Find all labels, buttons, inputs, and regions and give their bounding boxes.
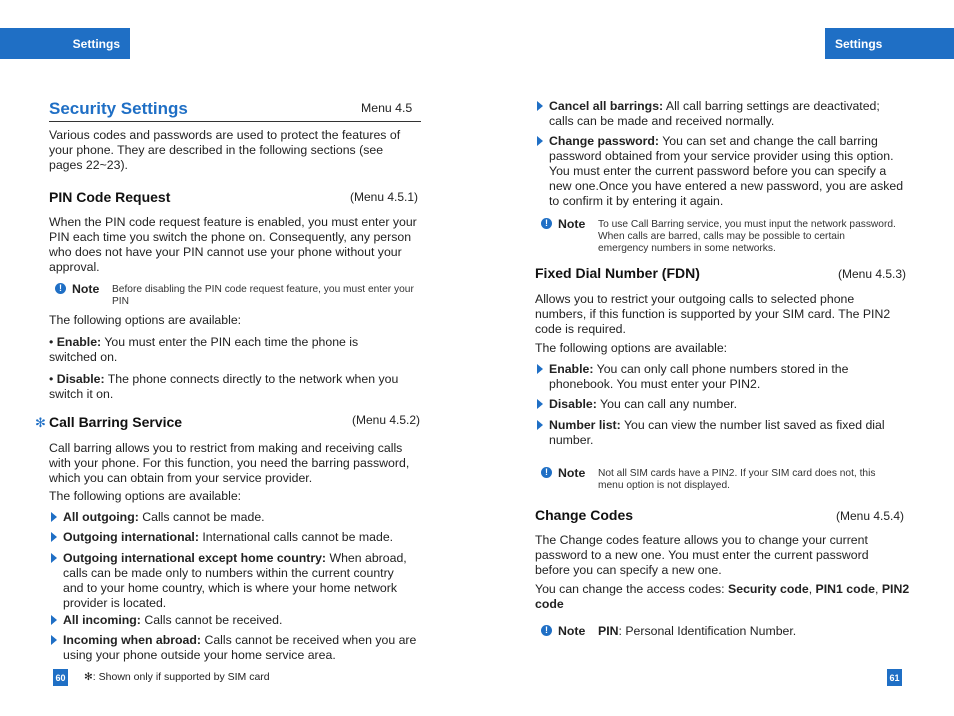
fdn-note-text: Not all SIM cards have a PIN2. If your SIM card does not, this menu option is not displayed. [598,468,876,491]
arrow-icon [51,635,57,645]
cb-option-outgoing-intl-except-home: Outgoing international except home country: When abroad, calls can be made only to numbers within the current country and to your home country, which is where your home network provider is located. [63,551,408,611]
cb-option-cancel-all: Cancel all barrings: All call barring settings are deactivated; calls can be made and received normally. [549,99,907,129]
pin-option-disable-text: The phone connects directly to the network when you switch it on. [49,372,399,401]
title-menu-ref: Menu 4.5 [361,101,413,115]
code-pin1: PIN1 code [815,582,875,596]
change-codes-note-label: Note [558,624,586,638]
fdn-heading: Fixed Dial Number (FDN) [535,265,700,281]
cb-note-text: To use Call Barring service, you must input the network password. When calls are barred, calls may be possible to certain emergency numbers in some networks. [598,219,896,254]
fdn-option-number-list: Number list: You can view the number list saved as fixed dial number. [549,418,907,448]
fdn-options-intro: The following options are available: [535,341,728,355]
fdn-option-enable: Enable: You can only call phone numbers stored in the phonebook. You must enter your PIN2. [549,362,879,392]
pin-option-disable: • Disable: The phone connects directly to the network when you switch it on. [49,372,399,401]
change-codes-heading: Change Codes [535,507,634,523]
pin-option-enable-text: You must enter the PIN each time the phone is switched on. [49,335,359,364]
intro-text: Various codes and passwords are used to protect the features of your phone. They are described in the following sections (see pages 22~23). [49,128,401,172]
info-icon: ! [541,218,552,229]
change-codes-body: The Change codes feature allows you to change your current password to a new one. You must enter the current password before you can specify a new one. [535,533,869,577]
arrow-icon [537,364,543,374]
pin-note-text: Before disabling the PIN code request feature, you must enter your PIN [112,284,414,307]
cb-note-label: Note [558,217,586,231]
cb-option-outgoing-intl: Outgoing international: International calls cannot be made. [63,530,421,545]
arrow-icon [537,101,543,111]
fdn-menu-ref: (Menu 4.5.3) [838,267,907,281]
arrow-icon [537,420,543,430]
arrow-icon [51,532,57,542]
cb-heading: Call Barring Service [49,414,183,430]
header-tab-right [825,28,954,59]
fdn-body: Allows you to restrict your outgoing calls to selected phone numbers, if this function is supported by your SIM card. The PIN2 code is required. [535,292,891,336]
cb-option-all-outgoing: All outgoing: Calls cannot be made. [63,510,421,525]
title-rule [49,121,421,122]
pin-body: When the PIN code request feature is enabled, you must enter your PIN each time you switch the phone on. Consequently, any person who does not have your PIN cannot use your phone without your approval. [49,215,417,274]
pin-menu-ref: (Menu 4.5.1) [350,190,419,204]
page-number-left: 60 [53,669,68,686]
change-codes-list: You can change the access codes: Security code, PIN1 code, PIN2 code [535,582,910,611]
info-icon: ! [541,467,552,478]
arrow-icon [51,512,57,522]
pin-option-disable-label: Disable: [56,372,105,386]
pin-heading: PIN Code Request [49,189,171,205]
change-codes-note: PIN: Personal Identification Number. [598,624,797,638]
header-tab-left [0,28,130,59]
pin-option-enable-label: Enable: [56,335,102,349]
page-number-right: 61 [887,669,902,686]
pin-note-label: Note [72,282,100,296]
page-title: Security Settings [49,99,188,118]
cb-options-intro: The following options are available: [49,489,242,503]
header-tab-right-label: Settings [835,36,883,51]
change-codes-menu-ref: (Menu 4.5.4) [836,509,905,523]
footnote: ✻: Shown only if supported by SIM card [84,671,270,683]
code-pin2: PIN2 code [535,582,910,611]
fdn-option-disable: Disable: You can call any number. [549,397,907,412]
pin-option-enable: • Enable: You must enter the PIN each time the phone is switched on. [49,335,359,364]
info-icon: ! [55,283,66,294]
cb-body: Call barring allows you to restrict from making and receiving calls with your phone. For this function, you need the barring password, which you can obtain from your service provider. [49,441,410,485]
cb-menu-ref: (Menu 4.5.2) [352,413,421,427]
pin-options-intro: The following options are available: [49,313,242,327]
cb-option-change-password: Change password: You can set and change the call barring password obtained from your service provider using this option. You must enter the current password before you can specify a new one.Once you have entered a new password, you are asked to confirm it by entering it again. [549,134,907,209]
fdn-note-label: Note [558,466,586,480]
info-icon: ! [541,625,552,636]
sim-marker-icon: ✻ [35,415,46,430]
arrow-icon [537,399,543,409]
code-security: Security code [728,582,809,596]
cb-option-all-incoming: All incoming: Calls cannot be received. [63,613,421,628]
header-tab-left-label: Settings [72,36,120,51]
arrow-icon [537,136,543,146]
arrow-icon [51,553,57,563]
cb-option-incoming-abroad: Incoming when abroad: Calls cannot be received when you are using your phone outside your home service area. [63,633,421,663]
arrow-icon [51,615,57,625]
